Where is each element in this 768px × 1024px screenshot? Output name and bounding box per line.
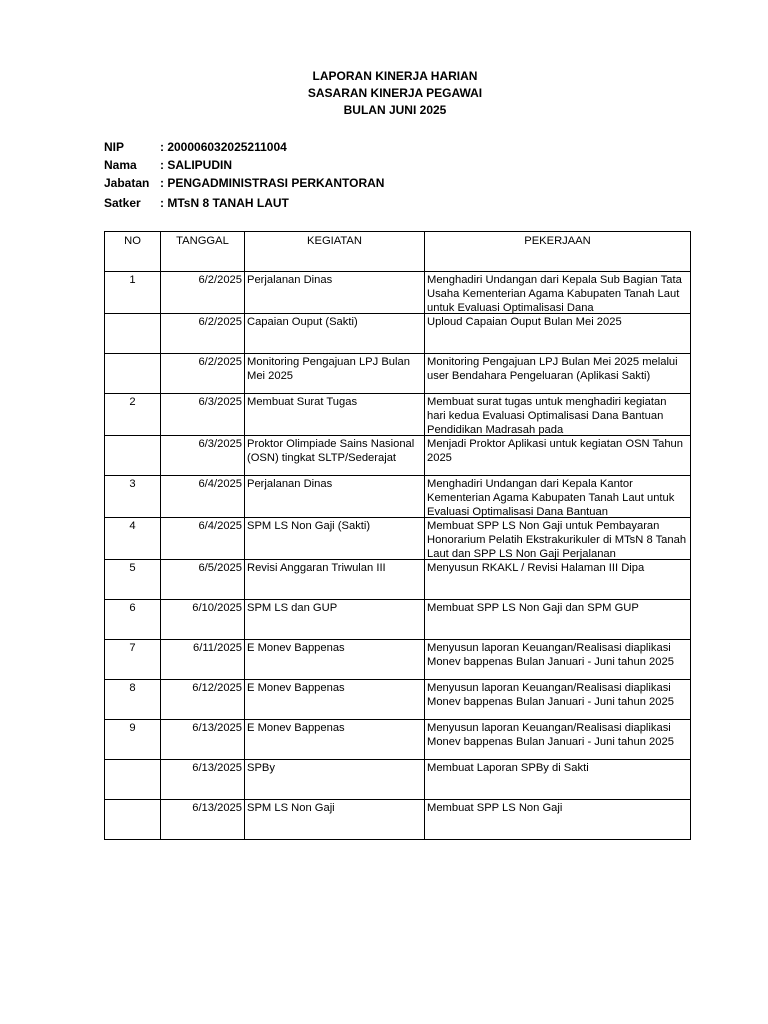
kegiatan-text: E Monev Bappenas [247, 682, 345, 694]
cell-no [105, 314, 161, 354]
cell-no [105, 354, 161, 394]
employee-info [104, 138, 384, 212]
nama-value: : SALIPUDIN [160, 158, 232, 172]
pekerjaan-text: Membuat surat tugas untuk menghadiri kegiatan hari kedua Evaluasi Optimalisasi Dana Bantuan Pendidikan Madrasah pada [427, 396, 667, 435]
cell-kegiatan [245, 518, 425, 560]
kegiatan-text: SPM LS Non Gaji [247, 802, 335, 814]
cell-tanggal: 6/11/2025 [161, 640, 245, 680]
cell-tanggal: 6/3/2025 [161, 394, 245, 436]
report-title [0, 68, 768, 119]
kegiatan-text: E Monev Bappenas [247, 642, 345, 654]
title-line-1: LAPORAN KINERJA HARIAN [312, 69, 478, 83]
cell-kegiatan [245, 680, 425, 720]
cell-pekerjaan [425, 518, 691, 560]
table-row [105, 394, 691, 436]
cell-pekerjaan [425, 394, 691, 436]
cell-kegiatan [245, 354, 425, 394]
nama-row [104, 156, 384, 174]
header-tanggal: TANGGAL [161, 232, 245, 272]
satker-value: : MTsN 8 TANAH LAUT [160, 196, 289, 210]
kegiatan-text: Revisi Anggaran Triwulan III [247, 562, 386, 574]
cell-no: 4 [105, 518, 161, 560]
cell-pekerjaan [425, 680, 691, 720]
cell-no: 7 [105, 640, 161, 680]
satker-row [104, 194, 384, 212]
kegiatan-text: SPM LS dan GUP [247, 602, 338, 614]
title-line-2: SASARAN KINERJA PEGAWAI [307, 86, 483, 100]
kegiatan-text: Membuat Surat Tugas [247, 396, 358, 408]
cell-tanggal: 6/12/2025 [161, 680, 245, 720]
nama-label: Nama [104, 158, 137, 172]
cell-no: 9 [105, 720, 161, 760]
cell-kegiatan [245, 436, 425, 476]
cell-no: 2 [105, 394, 161, 436]
pekerjaan-text: Membuat SPP LS Non Gaji dan SPM GUP [427, 602, 639, 614]
cell-pekerjaan [425, 760, 691, 800]
pekerjaan-text: Menyusun RKAKL / Revisi Halaman III Dipa [427, 562, 645, 574]
cell-no: 1 [105, 272, 161, 314]
cell-tanggal: 6/2/2025 [161, 314, 245, 354]
cell-pekerjaan [425, 272, 691, 314]
kegiatan-text: SPM LS Non Gaji (Sakti) [247, 520, 371, 532]
cell-no [105, 760, 161, 800]
cell-no: 8 [105, 680, 161, 720]
kegiatan-text: Proktor Olimpiade Sains Nasional (OSN) tingkat SLTP/Sederajat [247, 438, 415, 464]
table-header-row [105, 232, 691, 272]
kegiatan-text: Monitoring Pengajuan LPJ Bulan Mei 2025 [247, 356, 410, 382]
table-row [105, 272, 691, 314]
table-row [105, 436, 691, 476]
kegiatan-text: Capaian Ouput (Sakti) [247, 316, 358, 328]
cell-tanggal: 6/3/2025 [161, 436, 245, 476]
jabatan-label: Jabatan [104, 176, 150, 190]
cell-tanggal: 6/4/2025 [161, 518, 245, 560]
activity-table [104, 231, 691, 840]
cell-kegiatan [245, 272, 425, 314]
cell-kegiatan [245, 314, 425, 354]
kegiatan-text: Perjalanan Dinas [247, 478, 333, 490]
cell-kegiatan [245, 560, 425, 600]
jabatan-value: : PENGADMINISTRASI PERKANTORAN [160, 176, 385, 190]
table-row [105, 760, 691, 800]
table-row [105, 720, 691, 760]
table-row [105, 640, 691, 680]
cell-tanggal: 6/2/2025 [161, 272, 245, 314]
cell-tanggal: 6/13/2025 [161, 760, 245, 800]
cell-tanggal: 6/10/2025 [161, 600, 245, 640]
cell-tanggal: 6/13/2025 [161, 800, 245, 840]
cell-tanggal: 6/2/2025 [161, 354, 245, 394]
pekerjaan-text: Menyusun laporan Keuangan/Realisasi diaplikasi Monev bappenas Bulan Januari - Juni tahun 2025 [427, 722, 674, 748]
pekerjaan-text: Menjadi Proktor Aplikasi untuk kegiatan OSN Tahun 2025 [427, 438, 684, 464]
kegiatan-text: E Monev Bappenas [247, 722, 345, 734]
cell-pekerjaan [425, 354, 691, 394]
pekerjaan-text: Menghadiri Undangan dari Kepala Kantor Kementerian Agama Kabupaten Tanah Laut untuk Evaluasi Optimalisasi Dana Bantuan [427, 478, 675, 517]
pekerjaan-text: Monitoring Pengajuan LPJ Bulan Mei 2025 melalui user Bendahara Pengeluaran (Aplikasi Sakti) [427, 356, 678, 382]
cell-no [105, 800, 161, 840]
title-line-3: BULAN JUNI 2025 [343, 103, 447, 117]
cell-kegiatan [245, 394, 425, 436]
table-row [105, 680, 691, 720]
cell-pekerjaan [425, 476, 691, 518]
cell-kegiatan [245, 720, 425, 760]
cell-tanggal: 6/4/2025 [161, 476, 245, 518]
table-row [105, 518, 691, 560]
cell-kegiatan [245, 476, 425, 518]
header-no: NO [105, 232, 161, 272]
pekerjaan-text: Uploud Capaian Ouput Bulan Mei 2025 [427, 316, 622, 328]
pekerjaan-text: Membuat SPP LS Non Gaji [427, 802, 563, 814]
table-row [105, 476, 691, 518]
table-row [105, 560, 691, 600]
cell-no: 3 [105, 476, 161, 518]
cell-pekerjaan [425, 600, 691, 640]
kegiatan-text: SPBy [247, 762, 275, 774]
cell-tanggal: 6/5/2025 [161, 560, 245, 600]
cell-no: 5 [105, 560, 161, 600]
table-row [105, 800, 691, 840]
pekerjaan-text: Menghadiri Undangan dari Kepala Sub Bagian Tata Usaha Kementerian Agama Kabupaten Tanah Laut untuk Evaluasi Optimalisasi Dana [427, 274, 682, 313]
cell-kegiatan [245, 600, 425, 640]
cell-pekerjaan [425, 720, 691, 760]
kegiatan-text: Perjalanan Dinas [247, 274, 333, 286]
pekerjaan-text: Membuat Laporan SPBy di Sakti [427, 762, 589, 774]
cell-pekerjaan [425, 640, 691, 680]
table-row [105, 600, 691, 640]
cell-pekerjaan [425, 800, 691, 840]
pekerjaan-text: Menyusun laporan Keuangan/Realisasi diaplikasi Monev bappenas Bulan Januari - Juni tahun 2025 [427, 682, 674, 708]
cell-no [105, 436, 161, 476]
cell-kegiatan [245, 760, 425, 800]
cell-no: 6 [105, 600, 161, 640]
pekerjaan-text: Membuat SPP LS Non Gaji untuk Pembayaran Honorarium Pelatih Ekstrakurikuler di MTsN 8 Tanah Laut dan SPP LS Non Gaji Perjalanan [427, 520, 687, 559]
cell-pekerjaan [425, 560, 691, 600]
nip-label: NIP [104, 140, 125, 154]
nip-row [104, 138, 384, 156]
cell-pekerjaan [425, 436, 691, 476]
table-row [105, 314, 691, 354]
jabatan-row [104, 174, 384, 192]
header-kegiatan: KEGIATAN [245, 232, 425, 272]
table-row [105, 354, 691, 394]
nip-value: : 200006032025211004 [160, 140, 287, 154]
cell-kegiatan [245, 640, 425, 680]
satker-label: Satker [104, 196, 141, 210]
cell-pekerjaan [425, 314, 691, 354]
cell-kegiatan [245, 800, 425, 840]
cell-tanggal: 6/13/2025 [161, 720, 245, 760]
header-pekerjaan: PEKERJAAN [425, 232, 691, 272]
pekerjaan-text: Menyusun laporan Keuangan/Realisasi diaplikasi Monev bappenas Bulan Januari - Juni tahun 2025 [427, 642, 674, 668]
